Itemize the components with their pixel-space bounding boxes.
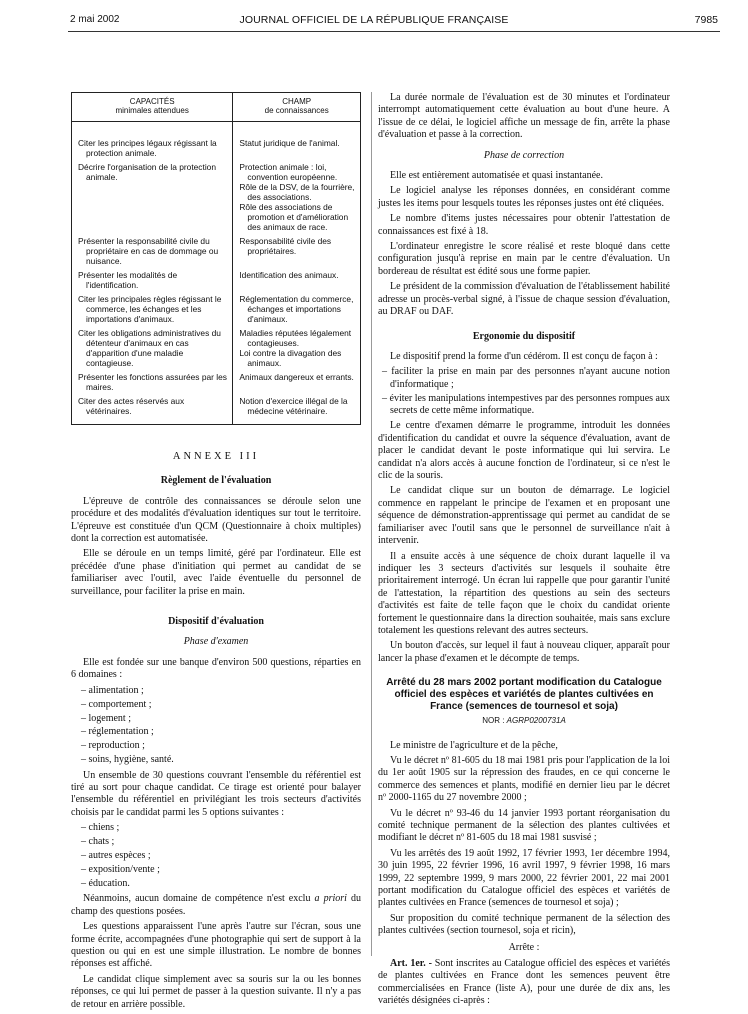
options-list [81, 822, 361, 890]
cell-text: Rôle des associations de promotion et d'amélioration des animaux de race. [239, 202, 349, 232]
capacite-cell [72, 160, 233, 234]
champ-cell [233, 394, 361, 425]
capacite-cell [72, 268, 233, 292]
cell-text: Réglementation du commerce, échanges et importations d'animaux. [239, 294, 354, 324]
cell-text: Loi contre la divagation des animaux. [239, 348, 342, 368]
cell-text: Notion d'exercice illégal de la médecine vétérinaire. [239, 396, 348, 416]
paragraph: Elle se déroule en un temps limité, géré par l'ordinateur. Elle est précédée d'une phase d'initiation qui permet au candidat de se familiariser avec l'outil, avec l'aide éventuelle du personnel de surveillance, pour faciliter la prise en main. [71, 548, 361, 597]
list-item: – chats ; [81, 836, 115, 848]
left-column [71, 92, 361, 1014]
col-header-capacites: CAPACITÉS minimales attendues [72, 93, 233, 122]
paragraph: Le président de la commission d'évaluation de l'établissement habilité adresse un procès-verbal signé, à l'issue de chaque session d'évaluation, au DRAF ou DAF. [378, 281, 670, 318]
annexe-heading: ANNEXE III [172, 451, 260, 462]
page-header [0, 14, 748, 30]
ergonomie-heading: Ergonomie du dispositif [472, 330, 576, 342]
cell-text: Citer des actes réservés aux vétérinaires. [78, 396, 185, 416]
paragraph: Néanmoins, aucun domaine de compétence n'est exclu a priori du champ des questions posées. [71, 893, 361, 917]
table-row [72, 394, 361, 425]
journal-title: JOURNAL OFFICIEL DE LA RÉPUBLIQUE FRANÇAISE [239, 14, 509, 26]
champ-cell [233, 122, 361, 161]
paragraph: Un bouton d'accès, sur lequel il faut à nouveau cliquer, apparaît pour lancer la phase d'examen et le décompte de temps. [378, 640, 670, 664]
table-row [72, 370, 361, 394]
cell-text: Décrire l'organisation de la protection animale. [78, 162, 216, 182]
paragraph: Vu le décret nº 81-605 du 18 mai 1981 pris pour l'application de la loi du 1er août 1905 sur la répression des fraudes, en ce qui concerne le commerce des semences et plants, modifié en dernier lieu par le décret nº 2000-1165 du 27 novembre 2000 ; [378, 754, 670, 804]
cell-text: Citer les principes légaux régissant la protection animale. [78, 138, 217, 158]
article-1: Art. 1er. - Sont inscrites au Catalogue officiel des espèces et variétés de plantes cultivées en France dont les semences peuvent être commercialisées en France (liste A), pour une durée de dix ans, les variétés désignées ci-après : [378, 958, 670, 1007]
capacites-table [71, 92, 361, 425]
cell-text: Maladies réputées légalement contagieuses. [239, 328, 352, 348]
list-item: – soins, hygiène, santé. [81, 754, 174, 766]
right-column [378, 92, 670, 1011]
list-item: – chiens ; [81, 822, 120, 834]
phase-examen-heading: Phase d'examen [183, 636, 249, 648]
nor-reference: NOR : AGRP0200731A [482, 716, 566, 726]
cell-text: Protection animale : loi, convention européenne. [239, 162, 338, 182]
cell-text: Présenter les modalités de l'identification. [78, 270, 178, 290]
cell-text: Rôle de la DSV, de la fourrière, des associations. [239, 182, 355, 202]
arrete-label: Arrête : [508, 941, 540, 953]
table-row [72, 292, 361, 326]
champ-cell [233, 326, 361, 370]
ergonomie-list [382, 366, 670, 417]
paragraph: Le candidat clique simplement avec sa souris sur la ou les bonnes réponses, ce qui lui permet de passer à la question suivante. Il n'y a pas de retour en arrière possible. [71, 973, 361, 1010]
paragraph: L'ordinateur enregistre le score réalisé et reste bloqué dans cette configuration jusqu'à reprise en main par le centre d'évaluation. Un bordereau de résultat est édité sous une forme papier. [378, 241, 670, 277]
cell-text: Statut juridique de l'animal. [239, 138, 340, 148]
cell-text: Présenter les fonctions assurées par les maires. [78, 372, 227, 392]
paragraph: La durée normale de l'évaluation est de 30 minutes et l'ordinateur interrompt automatiquement cette évaluation au bout d'une heure. A l'issue de ce délai, le logiciel affiche un message de fin, arrête la phase d'évaluation et passe à la correction. [378, 92, 670, 141]
issue-date: 2 mai 2002 [70, 14, 120, 25]
paragraph: Vu le décret nº 93-46 du 14 janvier 1993 portant réorganisation du comité technique permanent de la sélection des plantes cultivées et modifiant le décret nº 81-605 du 18 mai 1981 susvisé ; [378, 807, 670, 844]
cell-text: Présenter la responsabilité civile du propriétaire en cas de dommage ou nuisance. [78, 236, 219, 266]
capacite-cell [72, 234, 233, 268]
domaines-list [81, 685, 361, 767]
cell-text: Citer les obligations administratives du détenteur d'animaux en cas d'apparition d'une maladie contagieuse. [78, 328, 221, 368]
champ-cell [233, 292, 361, 326]
table-row [72, 326, 361, 370]
table-body [72, 122, 361, 425]
list-item: – éviter les manipulations intempestives par des personnes rompues aux secrets de cette même informatique. [382, 392, 670, 417]
paragraph: Il a ensuite accès à une séquence de choix durant laquelle il va indiquer les 3 secteurs d'activités sur lesquels il souhaite être prioritairement interrogé. Un écran lui rappelle que pour garantir l'unité de l'attestation, la répartition des questions au sein des secteurs d'activités est faite de telle façon que le choix du candidat oriente fortement le questionnaire dans la direction souhaitée, mais sans exclure totalement les questions relevant des autres secteurs. [378, 550, 670, 636]
list-item: – éducation. [81, 877, 130, 889]
table-row [72, 234, 361, 268]
champ-cell [233, 234, 361, 268]
cell-text: Identification des animaux. [239, 270, 339, 280]
paragraph: Le nombre d'items justes nécessaires pour obtenir l'attestation de connaissances est fixé à 18. [378, 213, 670, 237]
paragraph: Le centre d'examen démarre le programme, introduit les données d'identification du candidat et ouvre la séquence d'évaluation, avant de placer le candidat devant le poste informatique qui lui servira. Le candidat n'a alors accès à aucune fonction de l'ordinateur, si ce n'est le clic de la souris. [378, 420, 670, 482]
list-item: – logement ; [81, 712, 131, 724]
paragraph: Elle est fondée sur une banque d'environ 500 questions, réparties en 6 domaines : [71, 656, 361, 681]
cell-text: Animaux dangereux et errants. [239, 372, 354, 382]
paragraph: Le dispositif prend la forme d'un cédérom. Il est conçu de façon à : [390, 350, 658, 362]
paragraph: Les questions apparaissent l'une après l'autre sur l'écran, sous une forme écrite, accompagnées d'une photographie qui sert de support à la question ou qui en est une simple illustration. Le nombre de bonnes réponses est affiché. [71, 921, 361, 970]
list-item: – alimentation ; [81, 684, 144, 696]
paragraph: Le ministre de l'agriculture et de la pêche, [390, 739, 558, 751]
header-rule [68, 31, 720, 32]
table-row [72, 160, 361, 234]
paragraph: Elle est entièrement automatisée et quasi instantanée. [390, 170, 603, 182]
list-item: – exposition/vente ; [81, 863, 160, 875]
champ-cell [233, 160, 361, 234]
list-item: – reproduction ; [81, 740, 145, 752]
arrete-title: Arrêté du 28 mars 2002 portant modification du Catalogue officiel des espèces et variétés de plantes cultivées en France (semences de tournesol et soja) [386, 677, 662, 713]
phase-correction-heading: Phase de correction [483, 149, 565, 161]
list-item: – autres espèces ; [81, 850, 151, 862]
paragraph: Le candidat clique sur un bouton de démarrage. Le logiciel commence en rappelant le principe de l'examen et en proposant une séquence de démonstration-apprentissage qui permet au candidat de se familiariser avec l'outil sans que le personnel de surveillance n'ait à intervenir. [378, 485, 670, 547]
champ-cell [233, 370, 361, 394]
list-item: – comportement ; [81, 698, 152, 710]
cell-text: Responsabilité civile des propriétaires. [239, 236, 332, 256]
capacite-cell [72, 292, 233, 326]
column-divider [371, 92, 372, 956]
capacite-cell [72, 394, 233, 425]
dispositif-heading: Dispositif d'évaluation [168, 616, 264, 628]
col-header-champ: CHAMP de connaissances [233, 93, 361, 122]
paragraph: Sur proposition du comité technique permanent de la sélection des plantes cultivées (section tournesol, soja et ricin), [378, 912, 670, 937]
list-item: – faciliter la prise en main par des personnes n'ayant aucune notion d'informatique ; [382, 366, 670, 390]
capacite-cell [72, 326, 233, 370]
cell-text: Citer les principales règles régissant le commerce, les échanges et les importations d'animaux. [78, 294, 222, 324]
capacite-cell [72, 370, 233, 394]
paragraph: L'épreuve de contrôle des connaissances se déroule selon une procédure et des modalités d'évaluation identiques sur tout le territoire. L'épreuve est constituée d'un QCM (Questionnaire à choix multiples) dont la correction est automatisée. [71, 495, 361, 545]
paragraph: Un ensemble de 30 questions couvrant l'ensemble du référentiel est tiré au sort pour chaque candidat. Ce tirage est orienté pour balayer l'ensemble du référentiel en privilégiant les trois secteurs d'activités choisis par le candidat parmi les 5 options suivantes : [71, 769, 361, 818]
paragraph: Le logiciel analyse les réponses données, en considérant comme justes les items pour lesquels toutes les réponses justes ont été cliquées. [378, 185, 670, 209]
list-item: – réglementation ; [81, 726, 154, 738]
capacite-cell [72, 122, 233, 161]
reglement-heading: Règlement de l'évaluation [160, 475, 272, 487]
table-row [72, 268, 361, 292]
page-number: 7985 [694, 14, 718, 26]
paragraph: Vu les arrêtés des 19 août 1992, 17 février 1993, 1er décembre 1994, 30 juin 1995, 22 février 1996, 16 avril 1997, 9 février 1998, 16 mars 1999, 22 septembre 1999, 9 mars 2000, 22 février 2001, 22 mai 2001 portant modification du Catalogue officiel des espèces et variétés de plantes cultivées en France (semences de tournesol et soja) ; [378, 847, 670, 909]
champ-cell [233, 268, 361, 292]
table-row [72, 122, 361, 161]
